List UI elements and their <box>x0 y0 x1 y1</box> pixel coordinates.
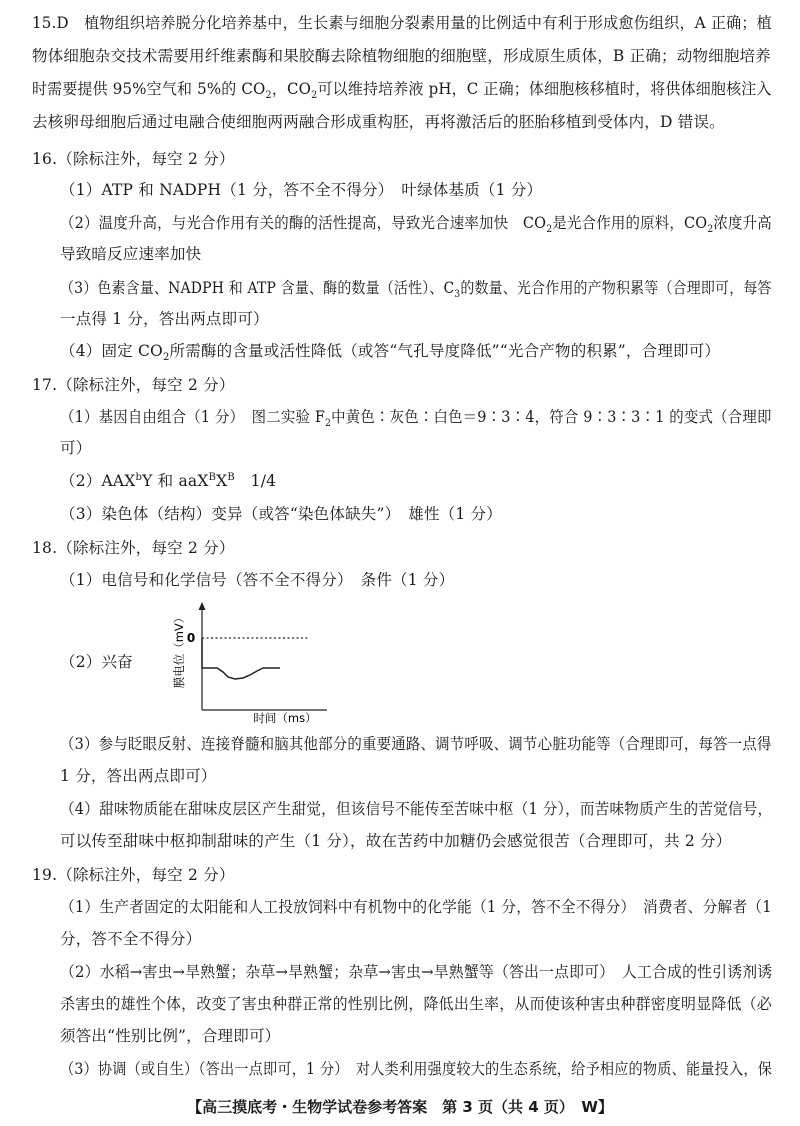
x-axis-label: 时间（ms） <box>253 711 317 725</box>
q18-answer-4-cont: 可以传至甜味中枢抑制甜味的产生（1 分），故在苦药中加糖仍会感觉很苦（合理即可，共 2 分） <box>60 832 732 850</box>
q18-header: 18.（除标注外，每空 2 分） <box>32 539 235 557</box>
q19-answer-2: （2）水稻→害虫→旱熟蟹；杂草→旱熟蟹；杂草→害虫→旱熟蟹等（答出一点即可） 人工合成的性引诱剂诱 <box>60 963 773 981</box>
q16-answer-2-cont: 导致暗反应速率加快 <box>60 245 202 263</box>
y-axis-arrow <box>199 602 206 610</box>
q18-answer-1: （1）电信号和化学信号（答不全不得分） 条件（1 分） <box>60 571 455 589</box>
q19-header: 19.（除标注外，每空 2 分） <box>32 866 235 884</box>
q16-answer-1: （1）ATP 和 NADPH（1 分，答不全不得分） 叶绿体基质（1 分） <box>60 181 543 199</box>
q16-answer-4: （4）固定 $CO_2$所需酶的含量或活性降低（或答“气孔导度降低”“光合产物的积累”，合理即可） <box>60 342 721 364</box>
zero-label: 0 <box>186 631 196 645</box>
q15-line-2: 物体细胞杂交技术需要用纤维素酶和果胶酶去除植物细胞的细胞壁，形成原生质体，B 正确；动物细胞培养 <box>32 47 771 65</box>
q19-answer-1-cont: 分，答不全不得分） <box>60 930 202 948</box>
page-footer: 【高三摸底考・生物学试卷参考答案 第 3 页（共 4 页） W】 <box>187 1098 613 1116</box>
q18-answer-4: （4）甜味物质能在甜味皮层区产生甜觉，但该信号不能传至苦味中枢（1 分），而苦味物质产生的苦觉信号， <box>60 800 773 818</box>
q16-answer-3-cont: 一点得 1 分，答出两点即可） <box>60 310 269 328</box>
q17-answer-1-cont: 可） <box>60 439 92 457</box>
q16-answer-2: （2）温度升高，与光合作用有关的酶的活性提高，导致光合速率加快 $CO_2$是光合作用的原料，$CO_2$浓度升高 <box>60 214 772 236</box>
q16-answer-3: （3）色素含量、NADPH 和 ATP 含量、酶的数量（活性）、$C_3$的数量、光合作用的产物积累等（合理即可，每答 <box>60 279 772 301</box>
potential-curve <box>202 638 280 679</box>
q18-answer-2: （2）兴奋 <box>60 653 133 671</box>
q18-answer-3-cont: 1 分，答出两点即可） <box>60 767 217 785</box>
q19-answer-2-end: 须答出“性别比例”，合理即可） <box>60 1027 281 1045</box>
q17-header: 17.（除标注外，每空 2 分） <box>32 376 235 394</box>
y-axis-label: 膜电位（mV） <box>172 611 186 689</box>
q19-answer-3: （3）协调（或自生）（答出一点即可，1 分） 对人类利用强度较大的生态系统，给予相应的物质、能量投入，保 <box>60 1060 773 1078</box>
q15-line-1: 15.D 植物组织培养脱分化培养基中，生长素与细胞分裂素用量的比例适中有利于形成愈伤组织，A 正确；植 <box>32 14 772 32</box>
q17-answer-1: （1）基因自由组合（1 分） 图二实验 $F_2$中黄色∶灰色∶白色＝9∶3∶4，符合 9∶3∶3∶1 的变式（合理即 <box>60 408 772 430</box>
q15-line-3: 时需要提供 95%空气和 5%的 $CO_2$，$CO_2$可以维持培养液 pH，C 正确；体细胞核移植时，将供体细胞核注入 <box>32 80 772 102</box>
q15-line-4: 去核卵母细胞后通过电融合使细胞两两融合形成重构胚，再将激活后的胚胎移植到受体内，D 错误。 <box>32 113 725 131</box>
q17-answer-3: （3）染色体（结构）变异（或答“染色体缺失”） 雄性（1 分） <box>60 505 502 523</box>
q17-answer-2: （2）AAX$^b$Y 和 $aaX^BX^B$ 1/4 <box>60 471 277 490</box>
q16-header: 16.（除标注外，每空 2 分） <box>32 150 235 168</box>
q19-answer-1: （1）生产者固定的太阳能和人工投放饲料中有机物中的化学能（1 分，答不全不得分） 消费者、分解者（1 <box>60 898 772 916</box>
q19-answer-2-cont: 杀害虫的雄性个体，改变了害虫种群正常的性别比例，降低出生率，从而使该种害虫种群密度明显降低（必 <box>60 995 772 1013</box>
q18-answer-3: （3）参与眨眼反射、连接脊髓和脑其他部分的重要通路、调节呼吸、调节心脏功能等（合理即可，每答一点得 <box>60 735 772 753</box>
membrane-potential-figure <box>155 600 335 725</box>
